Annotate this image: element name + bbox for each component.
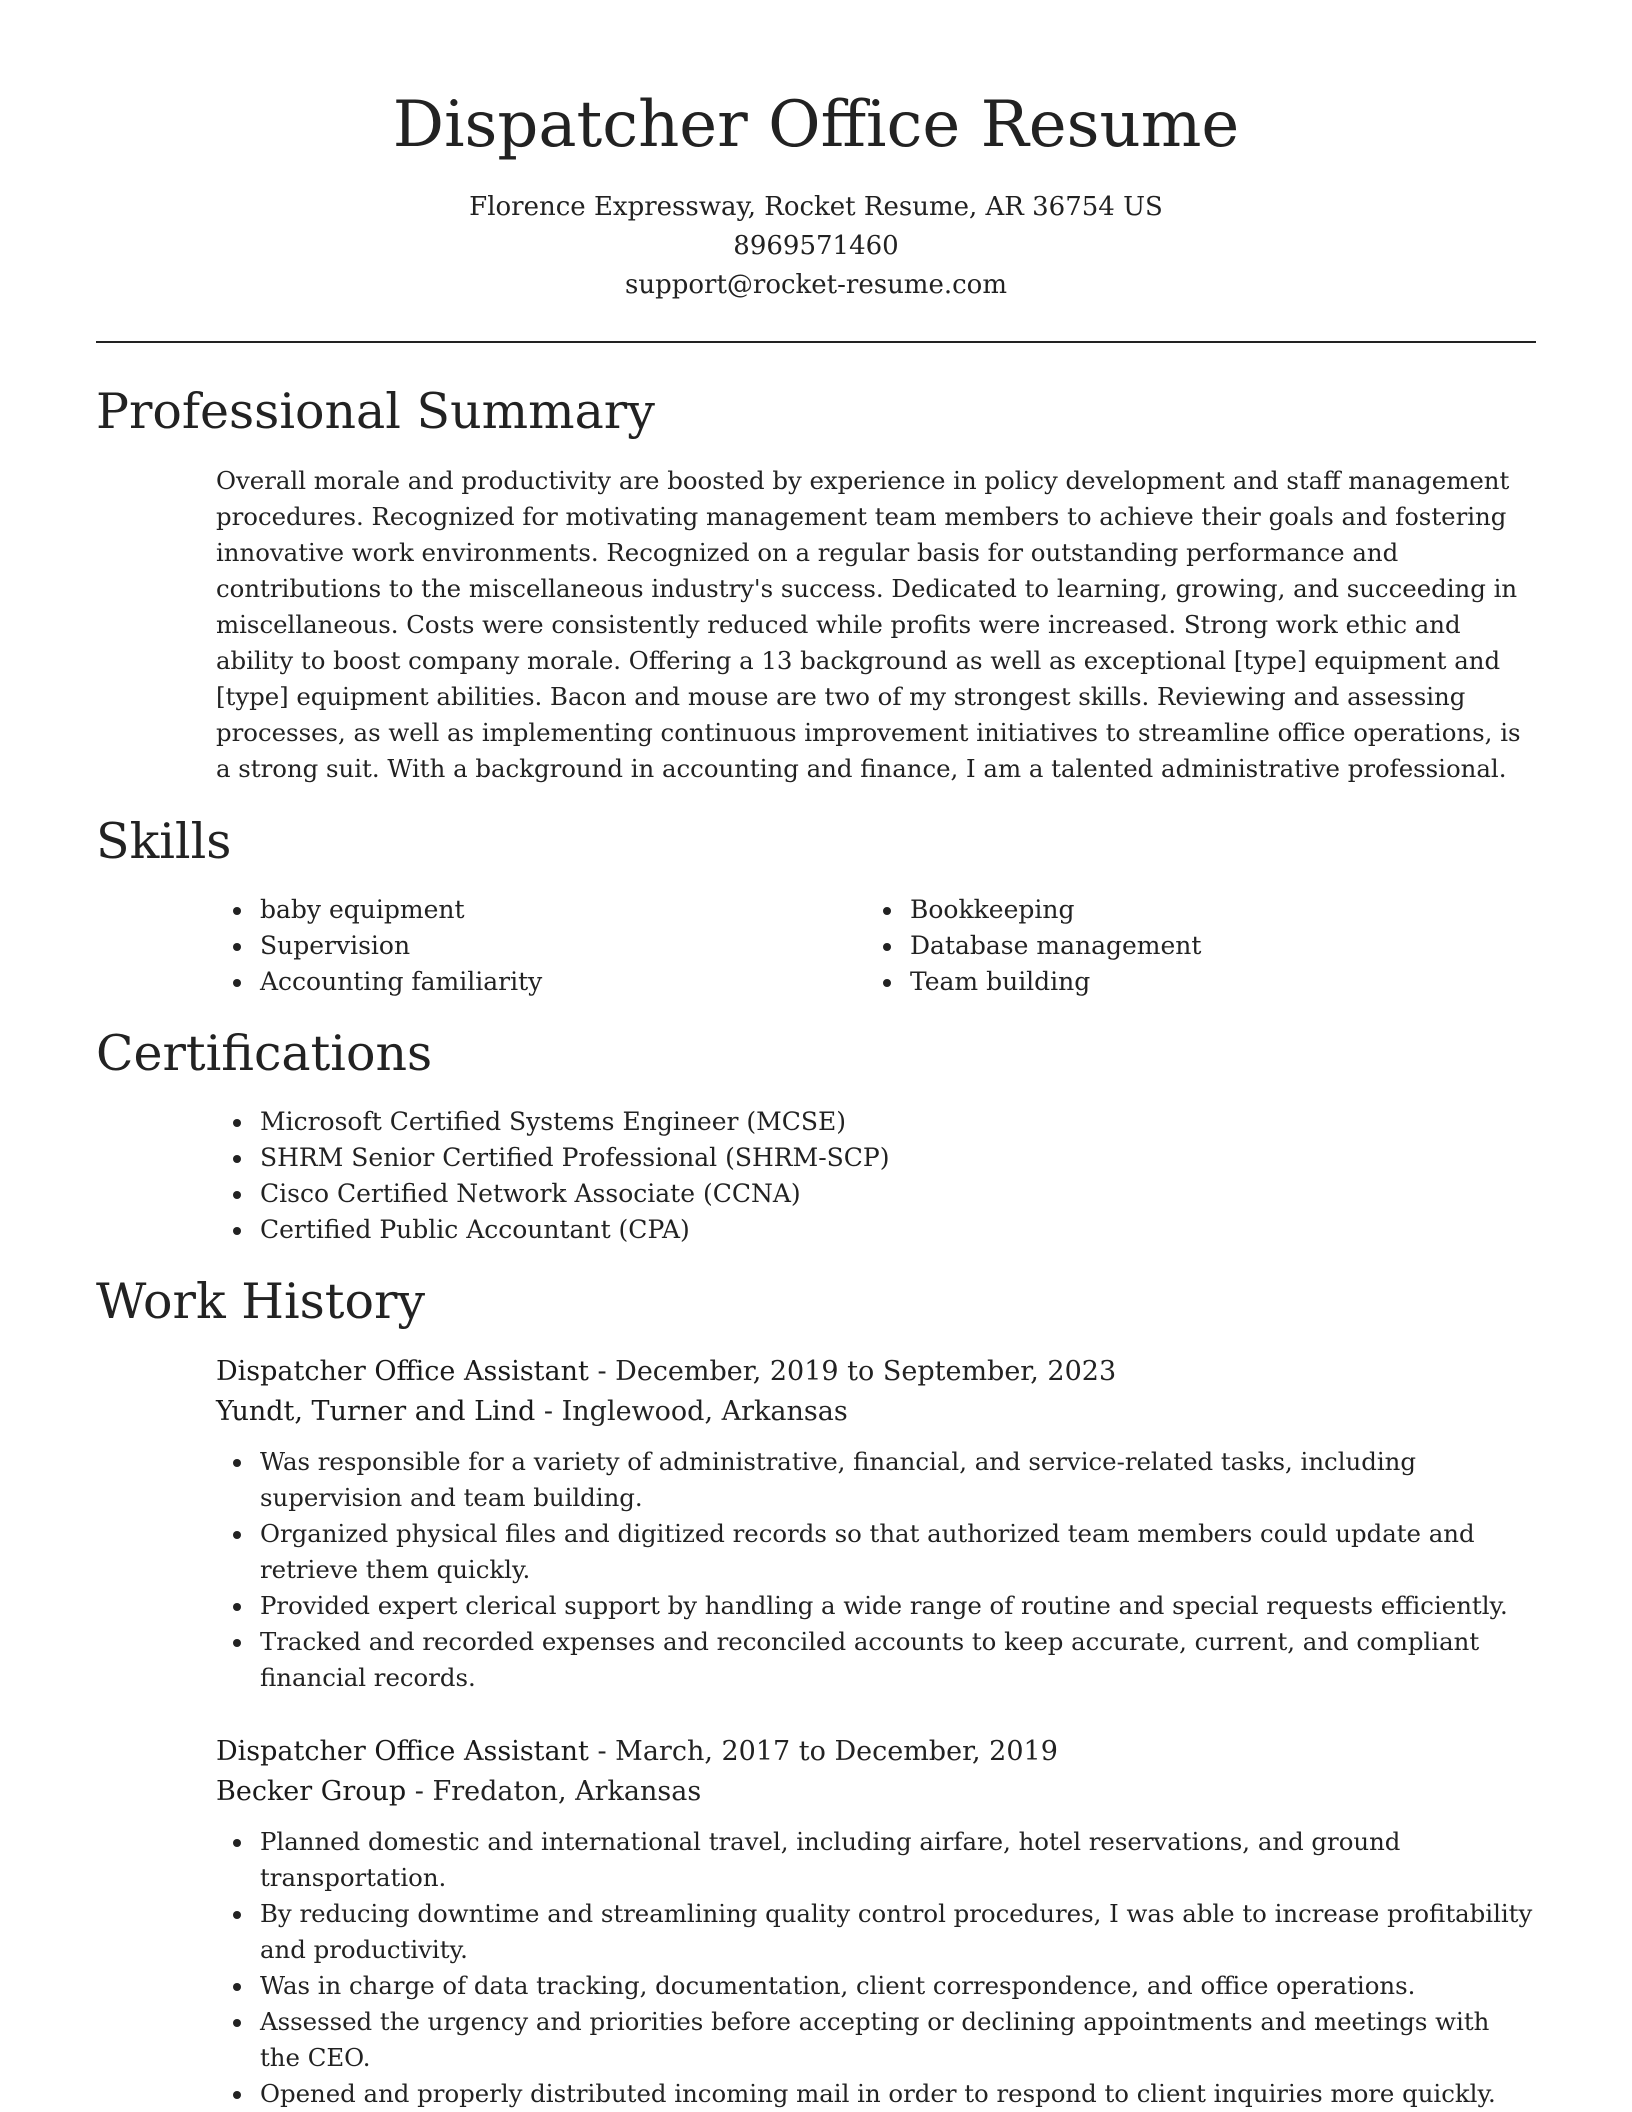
resume-header — [0, 80, 1632, 305]
certifications-heading: Certifications — [96, 1025, 433, 1082]
job-company-line — [216, 1392, 1536, 1432]
skills-heading: Skills — [96, 813, 232, 870]
job-duty-item: Organized physical files and digitized records so that authorized team members could update and retrieve them quickly. — [216, 1516, 1536, 1588]
company-name: Yundt, Turner and Lind — [216, 1396, 536, 1427]
certifications-list — [216, 1104, 1536, 1248]
job-duty-item: Planned domestic and international travel, including airfare, hotel reservations, and ground transportation. — [216, 1824, 1536, 1896]
separator: - — [588, 1356, 616, 1387]
certification-item: Microsoft Certified Systems Engineer (MCSE) — [216, 1104, 1536, 1140]
resume-title: Dispatcher Office Resume — [392, 88, 1240, 162]
contact-info — [0, 188, 1632, 305]
skill-item: Supervision — [216, 928, 856, 964]
skill-item: Accounting familiarity — [216, 964, 856, 1000]
summary-text: Overall morale and productivity are boosted by experience in policy development and staff management procedures. Recognized for motivating management team members to achieve their goals and fostering innovative work environments. Recognized on a regular basis for outstanding performance and contributions to the miscellaneous industry's success. Dedicated to learning, growing, and succeeding in miscellaneous. Costs were consistently reduced while profits were increased. Strong work ethic and ability to boost company morale. Offering a 13 background as well as exceptional [type] equipment and [type] equipment abilities. Bacon and mouse are two of my strongest skills. Reviewing and assessing processes, as well as implementing continuous improvement initiatives to streamline office operations, is a strong suit. With a background in accounting and finance, I am a talented administrative professional. — [216, 466, 1521, 783]
job-entry — [216, 1352, 1536, 1696]
job-location: Inglewood, Arkansas — [561, 1396, 848, 1427]
job-title: Dispatcher Office Assistant — [216, 1356, 589, 1387]
job-company-line — [216, 1772, 1536, 1812]
job-dates: March, 2017 to December, 2019 — [615, 1736, 1058, 1767]
job-duty-item: Was responsible for a variety of administrative, financial, and service-related tasks, including supervision and team building. — [216, 1444, 1536, 1516]
job-title-line — [216, 1352, 1536, 1392]
job-duties-list — [216, 1824, 1536, 2112]
job-title: Dispatcher Office Assistant — [216, 1736, 589, 1767]
separator: - — [535, 1396, 562, 1427]
job-duty-item: Tracked and recorded expenses and reconciled accounts to keep accurate, current, and compliant financial records. — [216, 1624, 1536, 1696]
certification-item: Cisco Certified Network Associate (CCNA) — [216, 1176, 1536, 1212]
separator: - — [588, 1736, 616, 1767]
summary-heading: Professional Summary — [96, 383, 655, 440]
skill-item: baby equipment — [216, 892, 856, 928]
job-duty-item: By reducing downtime and streamlining quality control procedures, I was able to increase profitability and productivity. — [216, 1896, 1536, 1968]
job-duty-item: Provided expert clerical support by handling a wide range of routine and special requests efficiently. — [216, 1588, 1536, 1624]
job-duty-item: Was in charge of data tracking, documentation, client correspondence, and office operations. — [216, 1968, 1536, 2004]
header-divider — [96, 341, 1536, 343]
address: Florence Expressway, Rocket Resume, AR 36754 US — [469, 192, 1163, 222]
skill-item: Database management — [866, 928, 1526, 964]
job-dates: December, 2019 to September, 2023 — [615, 1356, 1117, 1387]
skills-list-right — [866, 892, 1526, 1000]
skill-item: Team building — [866, 964, 1526, 1000]
skill-item: Bookkeeping — [866, 892, 1526, 928]
separator: - — [406, 1776, 433, 1807]
phone-number: 8969571460 — [733, 231, 899, 261]
company-name: Becker Group — [216, 1776, 407, 1807]
email-address: support@rocket-resume.com — [624, 270, 1007, 300]
certification-item: SHRM Senior Certified Professional (SHRM-SCP) — [216, 1140, 1536, 1176]
job-location: Fredaton, Arkansas — [432, 1776, 702, 1807]
job-duties-list — [216, 1444, 1536, 1696]
skills-list-left — [216, 892, 856, 1000]
job-duty-item: Opened and properly distributed incoming mail in order to respond to client inquiries more quickly. — [216, 2076, 1536, 2112]
job-duty-item: Assessed the urgency and priorities before accepting or declining appointments and meetings with the CEO. — [216, 2004, 1536, 2076]
certification-item: Certified Public Accountant (CPA) — [216, 1212, 1536, 1248]
work-history-heading: Work History — [96, 1273, 426, 1330]
job-entry — [216, 1732, 1536, 2112]
job-title-line — [216, 1732, 1536, 1772]
